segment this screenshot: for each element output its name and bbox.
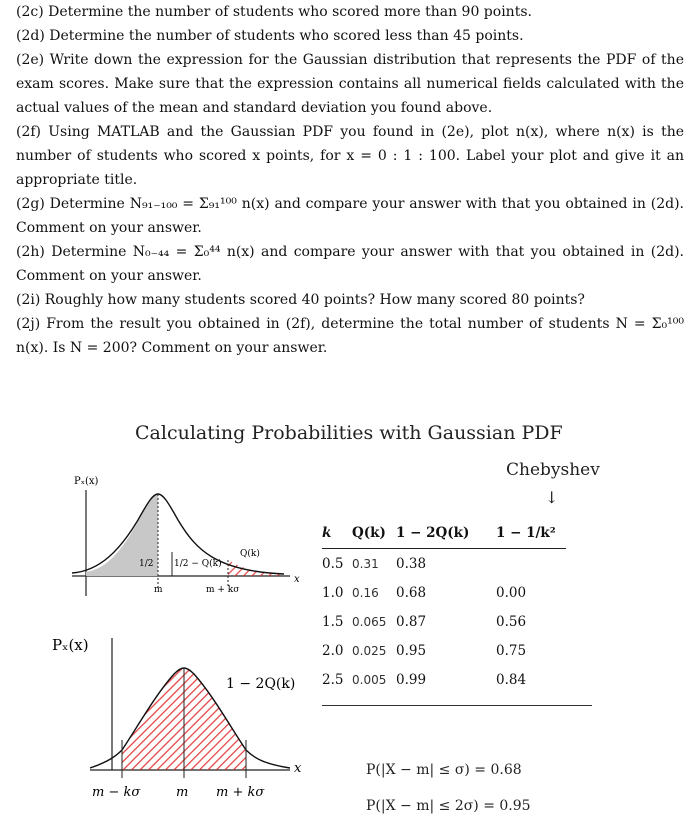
cell-chebyshev: 0.00: [496, 584, 527, 601]
graph2-tick-left: m − kσ: [92, 785, 141, 800]
graph-central-probability: [50, 630, 320, 810]
table-row: [322, 607, 566, 636]
table-row: [322, 636, 566, 665]
lecture-slide: [0, 400, 696, 837]
cell-k: 1.0: [322, 584, 344, 601]
graph1-tick-mk: m + kσ: [206, 585, 240, 595]
formula-one-sigma: P(|X − m| ≤ σ) = 0.68: [366, 762, 522, 778]
graph1-ylabel: Pₓ(x): [74, 476, 99, 487]
problem-2d: (2d) Determine the number of students who scored less than 45 points.: [16, 28, 524, 44]
cell-1-2qk: 0.87: [396, 613, 427, 630]
graph1-half: 1/2: [139, 559, 154, 569]
graph2-xlabel: x: [294, 761, 302, 776]
graph1-q-label: Q(k): [240, 549, 260, 559]
cell-chebyshev: 0.75: [496, 642, 527, 659]
cell-1-2qk: 0.68: [396, 584, 427, 601]
cell-k: 2.5: [322, 671, 344, 688]
problem-list: [16, 0, 684, 360]
cell-qk: 0.005: [352, 672, 387, 687]
problem-2e: (2e) Write down the expression for the Gaussian distribution that represents the PDF of the exam scores. Make sure that the expression contains all numerical fields calculated with the actual values of the mean and standard deviation you found above.: [16, 52, 684, 116]
header-1-2qk: 1 − 2Q(k): [396, 518, 496, 549]
graph2-tick-right: m + kσ: [216, 785, 265, 800]
chebyshev-label: Chebyshev: [506, 460, 600, 480]
cell-1-2qk: 0.38: [396, 555, 427, 572]
cell-k: 2.0: [322, 642, 344, 659]
problem-2g: (2g) Determine N₉₁₋₁₀₀ = Σ₉₁¹⁰⁰ n(x) and compare your answer with that you obtained in (2d). Comment on your answer.: [16, 196, 684, 236]
cell-k: 0.5: [322, 555, 344, 572]
graph2-area-label: 1 − 2Q(k): [226, 676, 296, 692]
cell-chebyshev: 0.56: [496, 613, 527, 630]
cell-qk: 0.16: [352, 585, 379, 600]
table-bottom-rule: [322, 705, 592, 706]
header-k: k: [322, 518, 352, 549]
formula-two-sigma: P(|X − m| ≤ 2σ) = 0.95: [366, 798, 531, 814]
cell-chebyshev: [496, 549, 566, 579]
graph-tail-probability: [60, 470, 310, 610]
cell-1-2qk: 0.99: [396, 671, 427, 688]
graph1-half-minus-q: 1/2 − Q(k): [174, 559, 222, 569]
graph1-xlabel: x: [294, 574, 300, 585]
cell-qk: 0.025: [352, 643, 387, 658]
problem-2j: (2j) From the result you obtained in (2f), determine the total number of students N = Σ₀¹⁰⁰ n(x). Is N = 200? Comment on your answer.: [16, 316, 684, 356]
problem-2c: (2c) Determine the number of students who scored more than 90 points.: [16, 4, 532, 20]
table-row: [322, 578, 566, 607]
problem-2f: (2f) Using MATLAB and the Gaussian PDF you found in (2e), plot n(x), where n(x) is the number of students who scored x points, for x = 0 : 1 : 100. Label your plot and give it an appropriate title.: [16, 124, 684, 188]
cell-1-2qk: 0.95: [396, 642, 427, 659]
header-qk: Q(k): [352, 518, 396, 549]
down-arrow-icon: ↓: [545, 488, 559, 507]
table-row: [322, 665, 566, 694]
problem-2i: (2i) Roughly how many students scored 40 points? How many scored 80 points?: [16, 292, 585, 308]
cell-qk: 0.31: [352, 556, 379, 571]
slide-title: Calculating Probabilities with Gaussian PDF: [135, 422, 563, 444]
probability-table: [322, 518, 566, 694]
graph2-tick-m: m: [176, 785, 189, 800]
graph1-tick-m: m: [154, 585, 163, 595]
problem-2h: (2h) Determine N₀₋₄₄ = Σ₀⁴⁴ n(x) and compare your answer with that you obtained in (2d). Comment on your answer.: [16, 244, 684, 284]
table-row: [322, 549, 566, 579]
cell-chebyshev: 0.84: [496, 671, 527, 688]
header-chebyshev: 1 − 1/k²: [496, 518, 566, 549]
table-header-row: [322, 518, 566, 549]
graph2-ylabel: Pₓ(x): [52, 636, 89, 654]
cell-k: 1.5: [322, 613, 344, 630]
cell-qk: 0.065: [352, 614, 387, 629]
